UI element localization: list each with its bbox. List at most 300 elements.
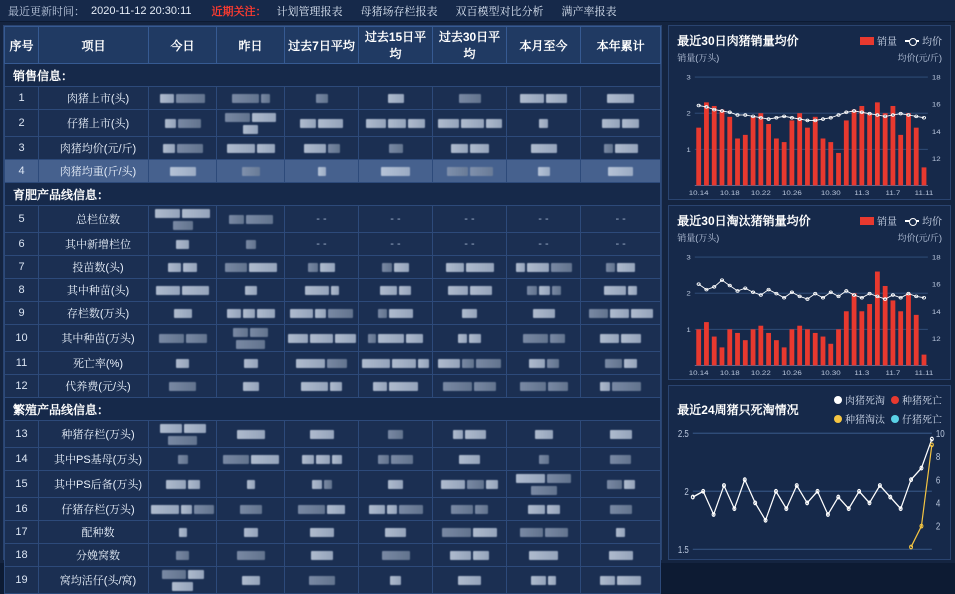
obscured-value [539, 119, 548, 128]
legend-item-volume-2[interactable] [860, 213, 897, 228]
row-cell [581, 160, 661, 183]
obscured-value [606, 263, 615, 272]
svg-text:18: 18 [932, 253, 941, 262]
table-row[interactable] [5, 137, 661, 160]
row-cell [217, 498, 285, 521]
obscured-value [589, 309, 608, 318]
obscured-value [624, 480, 635, 489]
chart-card-weekly-death[interactable] [668, 385, 951, 560]
svg-text:2: 2 [684, 486, 690, 498]
row-cell [285, 256, 359, 279]
obscured-value [237, 430, 265, 439]
row-cell [581, 87, 661, 110]
obscured-value [298, 505, 325, 514]
obscured-value [244, 359, 258, 368]
row-cell [359, 206, 433, 233]
table-row[interactable] [5, 110, 661, 137]
obscured-value [528, 505, 545, 514]
obscured-value [552, 286, 561, 295]
obscured-value [451, 505, 473, 514]
obscured-value [399, 286, 411, 295]
row-index: 8 [5, 279, 39, 302]
obscured-value [160, 94, 174, 103]
row-cell [285, 421, 359, 448]
row-cell [149, 567, 217, 594]
row-cell [149, 279, 217, 302]
obscured-value [516, 263, 525, 272]
obscured-value [546, 94, 567, 103]
chart1-legend[interactable] [860, 33, 942, 48]
svg-text:4: 4 [936, 497, 941, 509]
table-row[interactable] [5, 352, 661, 375]
row-item-name: 窝均活仔(头/窝) [39, 567, 149, 594]
svg-text:11.11: 11.11 [914, 368, 934, 377]
row-cell [433, 352, 507, 375]
obscured-value [448, 286, 468, 295]
obscured-value [529, 551, 558, 560]
svg-text:10.30: 10.30 [821, 368, 841, 377]
row-cell [433, 471, 507, 498]
table-row[interactable] [5, 448, 661, 471]
row-cell [433, 279, 507, 302]
row-cell [217, 352, 285, 375]
row-cell [359, 448, 433, 471]
row-cell [149, 448, 217, 471]
obscured-value [459, 94, 481, 103]
svg-text:1.5: 1.5 [678, 544, 690, 556]
svg-text:11.7: 11.7 [885, 368, 901, 377]
obscured-value [438, 359, 460, 368]
row-cell [507, 448, 581, 471]
row-cell [285, 279, 359, 302]
chart2-title: 最近30日淘汰猪销量均价 [677, 214, 811, 228]
row-cell [359, 325, 433, 352]
row-cell [581, 498, 661, 521]
obscured-value [242, 167, 260, 176]
row-item-name: 投苗数(头) [39, 256, 149, 279]
main-content [0, 22, 955, 587]
obscured-value [316, 455, 330, 464]
obscured-value [257, 144, 275, 153]
obscured-value [188, 570, 204, 579]
obscured-value [608, 167, 633, 176]
obscured-value [225, 113, 250, 122]
row-cell [149, 87, 217, 110]
chart2-axis-names [669, 229, 950, 244]
chart2-ylabel: 销量(万头) [677, 233, 720, 243]
chart2-plot [669, 252, 950, 379]
obscured-value [165, 119, 176, 128]
obscured-value [388, 480, 403, 489]
obscured-value [394, 263, 409, 272]
row-item-name: 其中种苗(万头) [39, 325, 149, 352]
obscured-value [459, 455, 480, 464]
row-cell [217, 279, 285, 302]
link-capacity-report[interactable]: 满产率报表 [561, 5, 617, 18]
chart2-header [669, 206, 950, 229]
table-row[interactable] [5, 279, 661, 302]
table-row[interactable] [5, 256, 661, 279]
row-cell [359, 567, 433, 594]
row-cell [217, 375, 285, 398]
link-model-compare[interactable]: 双百模型对比分析 [455, 5, 544, 18]
obscured-value [605, 359, 622, 368]
row-index: 14 [5, 448, 39, 471]
obscured-value [538, 167, 550, 176]
obscured-value [604, 286, 626, 295]
legend-item-volume[interactable] [860, 33, 897, 48]
row-cell [285, 567, 359, 594]
row-cell [581, 233, 661, 256]
table-row[interactable] [5, 87, 661, 110]
obscured-value [622, 119, 639, 128]
row-cell [285, 375, 359, 398]
obscured-value [247, 480, 255, 489]
svg-text:2: 2 [686, 109, 692, 118]
table-row[interactable] [5, 206, 661, 233]
obscured-value [243, 309, 255, 318]
row-cell [217, 302, 285, 325]
svg-text:12: 12 [932, 334, 941, 343]
row-cell [285, 87, 359, 110]
row-item-name: 仔猪上市(头) [39, 110, 149, 137]
row-cell [217, 325, 285, 352]
row-cell [581, 137, 661, 160]
obscured-value [320, 263, 335, 272]
chart1-y2label: 均价(元/斤) [897, 53, 942, 63]
obscured-value [188, 480, 200, 489]
obscured-value [181, 505, 192, 514]
charts-pane [668, 25, 951, 560]
table-row[interactable] [5, 544, 661, 567]
row-cell [285, 137, 359, 160]
legend-label-price: 均价 [922, 37, 942, 48]
obscured-value [246, 240, 256, 249]
obscured-value [257, 309, 275, 318]
obscured-value [335, 334, 356, 343]
svg-text:3: 3 [686, 253, 692, 262]
svg-text:10: 10 [936, 428, 945, 440]
row-cell [433, 302, 507, 325]
obscured-value [163, 144, 175, 153]
obscured-value [310, 334, 333, 343]
row-cell [217, 544, 285, 567]
row-cell [433, 375, 507, 398]
obscured-value [399, 505, 423, 514]
svg-text:11.7: 11.7 [885, 188, 901, 197]
col-avg7: 过去7日平均 [285, 27, 359, 64]
obscured-value [470, 167, 493, 176]
obscured-value [539, 455, 549, 464]
svg-text:14: 14 [932, 307, 941, 316]
table-row[interactable] [5, 521, 661, 544]
obscured-value [388, 94, 404, 103]
table-section-title: 育肥产品线信息： [5, 183, 661, 206]
legend-label-volume-2: 销量 [877, 217, 897, 228]
obscured-value [244, 528, 258, 537]
obscured-value [169, 382, 196, 391]
table-row[interactable] [5, 325, 661, 352]
row-cell [507, 352, 581, 375]
obscured-value [447, 167, 468, 176]
row-index: 6 [5, 233, 39, 256]
obscured-value [600, 382, 610, 391]
svg-text:10.14: 10.14 [689, 188, 709, 197]
legend-label-price-2: 均价 [922, 217, 942, 228]
legend-item-price[interactable] [905, 33, 942, 48]
obscured-value [527, 286, 537, 295]
obscured-value [545, 528, 568, 537]
bar-swatch-icon [860, 37, 874, 45]
legend-item-breeder-cull[interactable] [834, 411, 885, 426]
col-yesterday: 昨日 [217, 27, 285, 64]
legend-item-fattening-death[interactable] [834, 392, 885, 407]
chart3-header [669, 386, 950, 426]
row-cell [359, 87, 433, 110]
empty-value: - - [538, 238, 549, 250]
chart-card-cull-sales[interactable] [668, 205, 951, 380]
row-cell [433, 206, 507, 233]
obscured-value [621, 334, 641, 343]
obscured-value [380, 286, 397, 295]
obscured-value [388, 119, 406, 128]
row-cell [149, 325, 217, 352]
obscured-value [458, 576, 481, 585]
obscured-value [382, 263, 392, 272]
table-row[interactable] [5, 160, 661, 183]
row-cell [149, 160, 217, 183]
obscured-value [462, 309, 477, 318]
obscured-value [330, 382, 342, 391]
empty-value: - - [615, 238, 626, 250]
table-body [5, 64, 661, 594]
chart3-legend[interactable] [799, 392, 942, 426]
row-index: 4 [5, 160, 39, 183]
obscured-value [523, 334, 548, 343]
obscured-value [225, 263, 247, 272]
obscured-value [547, 505, 560, 514]
table-row[interactable] [5, 567, 661, 594]
svg-text:11.3: 11.3 [854, 368, 870, 377]
row-cell [433, 160, 507, 183]
chart-card-pig-sales[interactable] [668, 25, 951, 200]
obscured-value [617, 576, 641, 585]
obscured-value [243, 125, 258, 134]
row-cell [149, 375, 217, 398]
row-index: 11 [5, 352, 39, 375]
row-cell [359, 160, 433, 183]
obscured-value [378, 334, 404, 343]
row-cell [433, 448, 507, 471]
row-item-name: 其中新增栏位 [39, 233, 149, 256]
obscured-value [539, 286, 550, 295]
svg-text:10.18: 10.18 [720, 188, 740, 197]
obscured-value [548, 576, 556, 585]
row-cell [285, 160, 359, 183]
obscured-value [300, 119, 316, 128]
row-item-name: 其中PS基母(万头) [39, 448, 149, 471]
obscured-value [624, 359, 637, 368]
obscured-value [318, 167, 326, 176]
row-cell [359, 256, 433, 279]
row-cell [581, 421, 661, 448]
svg-text:10.30: 10.30 [821, 188, 841, 197]
obscured-value [600, 334, 619, 343]
col-year-to-date: 本年累计 [581, 27, 661, 64]
row-cell [359, 302, 433, 325]
row-cell [507, 256, 581, 279]
row-cell [433, 233, 507, 256]
obscured-value [324, 480, 332, 489]
obscured-value [382, 551, 410, 560]
obscured-value [616, 528, 625, 537]
dot-swatch-icon [891, 415, 899, 423]
table-row[interactable] [5, 375, 661, 398]
row-item-name: 其中种苗(头) [39, 279, 149, 302]
obscured-value [182, 286, 209, 295]
row-cell [359, 521, 433, 544]
obscured-value [520, 94, 544, 103]
line-swatch-icon [905, 220, 919, 222]
obscured-value [176, 240, 189, 249]
row-cell [507, 498, 581, 521]
legend-item-breeder-death[interactable] [891, 392, 942, 407]
row-cell [285, 471, 359, 498]
obscured-value [461, 119, 484, 128]
empty-value: - - [390, 213, 401, 225]
svg-text:6: 6 [936, 474, 941, 486]
obscured-value [170, 167, 196, 176]
empty-value: - - [464, 238, 475, 250]
row-cell [581, 302, 661, 325]
chart2-legend[interactable] [860, 213, 942, 228]
obscured-value [366, 119, 386, 128]
row-cell [359, 279, 433, 302]
row-cell [149, 421, 217, 448]
col-avg30: 过去30日平均 [433, 27, 507, 64]
row-item-name: 分娩窝数 [39, 544, 149, 567]
obscured-value [418, 359, 429, 368]
bar-swatch-icon [860, 217, 874, 225]
row-item-name: 总栏位数 [39, 206, 149, 233]
obscured-value [628, 286, 637, 295]
obscured-value [451, 144, 468, 153]
obscured-value [332, 455, 342, 464]
legend-item-piglet-death[interactable] [891, 411, 942, 426]
row-item-name: 其中PS后备(万头) [39, 471, 149, 498]
empty-value: - - [538, 213, 549, 225]
table-row[interactable] [5, 498, 661, 521]
row-cell [149, 206, 217, 233]
obscured-value [362, 359, 390, 368]
line-swatch-icon [905, 40, 919, 42]
empty-value: - - [316, 238, 327, 250]
link-sow-farm-report[interactable]: 母猪场存栏报表 [360, 5, 438, 18]
legend-label-breeder-death: 种猪死亡 [902, 396, 942, 407]
row-cell [149, 256, 217, 279]
obscured-value [470, 286, 492, 295]
row-item-name: 肉猪上市(头) [39, 87, 149, 110]
row-index: 3 [5, 137, 39, 160]
row-cell [285, 352, 359, 375]
row-cell [285, 302, 359, 325]
obscured-value [312, 480, 322, 489]
obscured-value [151, 505, 179, 514]
dot-swatch-icon [891, 396, 899, 404]
obscured-value [462, 359, 474, 368]
row-cell [217, 448, 285, 471]
obscured-value [438, 119, 459, 128]
svg-text:16: 16 [932, 100, 941, 109]
obscured-value [369, 505, 385, 514]
obscured-value [486, 119, 502, 128]
link-plan-report[interactable]: 计划管理报表 [276, 5, 343, 18]
obscured-value [473, 551, 489, 560]
row-index: 19 [5, 567, 39, 594]
row-cell [149, 498, 217, 521]
obscured-value [550, 334, 565, 343]
row-cell [507, 137, 581, 160]
row-cell [149, 352, 217, 375]
row-cell [581, 375, 661, 398]
obscured-value [520, 528, 543, 537]
svg-text:8: 8 [936, 451, 941, 463]
legend-label-breeder-cull: 种猪淘汰 [845, 415, 885, 426]
obscured-value [615, 144, 638, 153]
row-item-name: 配种数 [39, 521, 149, 544]
obscured-value [533, 309, 555, 318]
obscured-value [311, 551, 333, 560]
row-cell [217, 521, 285, 544]
row-cell [149, 233, 217, 256]
obscured-value [250, 328, 268, 337]
row-cell [507, 567, 581, 594]
row-cell [149, 544, 217, 567]
obscured-value [548, 382, 568, 391]
row-cell [581, 471, 661, 498]
table-row[interactable] [5, 421, 661, 448]
obscured-value [389, 382, 418, 391]
obscured-value [389, 144, 403, 153]
row-cell [359, 110, 433, 137]
table-row[interactable] [5, 233, 661, 256]
table-row[interactable] [5, 471, 661, 498]
table-row[interactable] [5, 302, 661, 325]
obscured-value [368, 334, 376, 343]
obscured-value [172, 582, 193, 591]
legend-item-price-2[interactable] [905, 213, 942, 228]
legend-label-fattening-death: 肉猪死淘 [845, 396, 885, 407]
obscured-value [178, 455, 188, 464]
obscured-value [232, 94, 259, 103]
metrics-table-pane[interactable] [3, 25, 662, 587]
row-cell [285, 233, 359, 256]
row-cell [149, 471, 217, 498]
row-index: 10 [5, 325, 39, 352]
obscured-value [475, 505, 488, 514]
obscured-value [162, 570, 186, 579]
obscured-value [318, 119, 343, 128]
row-cell [217, 471, 285, 498]
svg-text:10.26: 10.26 [782, 188, 803, 197]
svg-text:3: 3 [686, 73, 692, 82]
table-header-row [5, 27, 661, 64]
row-cell [433, 110, 507, 137]
obscured-value [516, 474, 545, 483]
obscured-value [474, 382, 496, 391]
obscured-value [159, 334, 184, 343]
obscured-value [486, 480, 498, 489]
